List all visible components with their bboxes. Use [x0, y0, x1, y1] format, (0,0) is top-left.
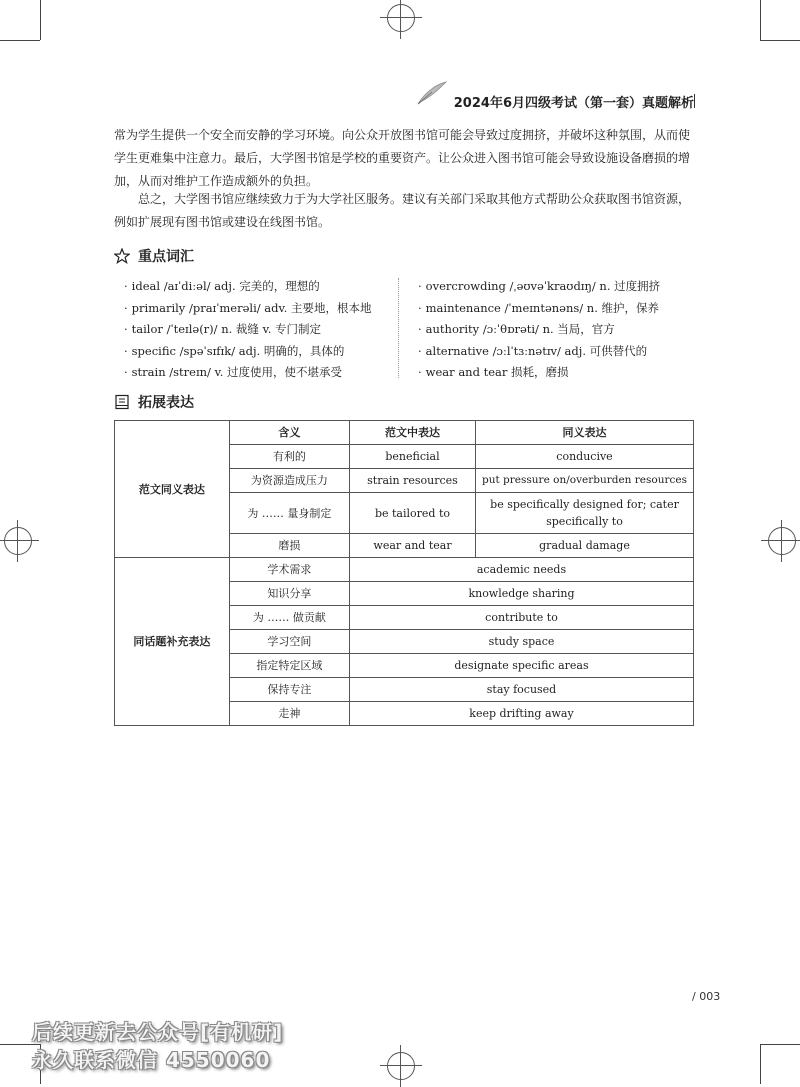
vocab-item: · wear and tear 损耗，磨损: [418, 365, 569, 379]
crop-mark: [0, 40, 40, 41]
table-cell: be specifically designed for; cater specifically to: [476, 493, 694, 534]
table-cell: be tailored to: [349, 493, 475, 534]
table-cell: contribute to: [349, 606, 693, 630]
table-cell: beneficial: [349, 445, 475, 469]
page-number: / 003: [692, 990, 721, 1003]
quill-icon: [414, 80, 448, 106]
table-cell: strain resources: [349, 469, 475, 493]
vocab-item: · strain /streɪn/ v. 过度使用，使不堪承受: [124, 365, 343, 379]
table-cell: conducive: [476, 445, 694, 469]
expansion-table: [114, 420, 694, 726]
table-cell: put pressure on/overburden resources: [476, 469, 694, 493]
vocab-section-title: [114, 246, 194, 266]
table-cell: designate specific areas: [349, 654, 693, 678]
table-cell: knowledge sharing: [349, 582, 693, 606]
crop-mark: [760, 40, 800, 41]
table-cell: 学术需求: [229, 558, 349, 582]
vocab-list-right: [418, 276, 660, 384]
vocab-list-left: [124, 276, 371, 384]
vocab-item: · maintenance /ˈmeɪntənəns/ n. 维护，保养: [418, 300, 660, 315]
vocab-item: · ideal /aɪˈdiːəl/ adj. 完美的，理想的: [124, 279, 320, 293]
vocab-item: · specific /spəˈsɪfɪk/ adj. 明确的，具体的: [124, 343, 345, 358]
table-cell: 为 …… 量身制定: [229, 493, 349, 534]
running-header: 2024年6月四级考试（第一套）真题解析: [453, 96, 694, 111]
table-cell: academic needs: [349, 558, 693, 582]
table-header: 范文中表达: [349, 421, 475, 445]
vocab-item: · tailor /ˈteɪlə(r)/ n. 裁缝 v. 专门制定: [124, 322, 322, 336]
crop-mark: [760, 1044, 761, 1084]
table-cell: wear and tear: [349, 534, 475, 558]
table-cell: 有利的: [229, 445, 349, 469]
registration-mark: [4, 527, 32, 555]
crop-mark: [760, 1044, 800, 1045]
vocab-item: · authority /ɔːˈθɒrəti/ n. 当局，官方: [418, 322, 615, 336]
table-cell: stay focused: [349, 678, 693, 702]
registration-mark: [387, 1052, 415, 1080]
table-cell: 知识分享: [229, 582, 349, 606]
vocab-divider: [398, 278, 399, 378]
header-divider: [694, 94, 695, 108]
table-cell: 学习空间: [229, 630, 349, 654]
registration-mark: [768, 527, 796, 555]
table-cell: study space: [349, 630, 693, 654]
book-icon: [114, 394, 130, 410]
star-icon: [114, 248, 130, 264]
group-label: 同话题补充表达: [115, 558, 230, 726]
table-cell: 磨损: [229, 534, 349, 558]
registration-mark: [387, 4, 415, 32]
conclusion-paragraph: 总之，大学图书馆应继续致力于为大学社区服务。建议有关部门采取其他方式帮助公众获取图书馆资源，例如扩展现有图书馆或建设在线图书馆。: [114, 192, 691, 229]
table-header: 含义: [229, 421, 349, 445]
body-paragraph: 常为学生提供一个安全而安静的学习环境。向公众开放图书馆可能会导致过度拥挤，并破坏这种氛围，从而使学生更难集中注意力。最后，大学图书馆是学校的重要资产。让公众进入图书馆可能会导致设施设备磨损的增加，从而对维护工作造成额外的负担。: [114, 128, 691, 188]
table-row: [115, 558, 694, 582]
table-cell: keep drifting away: [349, 702, 693, 726]
table-cell: 走神: [229, 702, 349, 726]
watermark-line: 后续更新去公众号[有机研]: [32, 1020, 284, 1044]
crop-mark: [760, 0, 761, 40]
expansion-title-text: 拓展表达: [138, 395, 194, 411]
crop-mark: [40, 0, 41, 40]
table-cell: 为资源造成压力: [229, 469, 349, 493]
table-cell: 保持专注: [229, 678, 349, 702]
vocab-item: · alternative /ɔːlˈtɜːnətɪv/ adj. 可供替代的: [418, 343, 648, 358]
table-row: [115, 421, 694, 445]
table-cell: 指定特定区域: [229, 654, 349, 678]
vocab-item: · overcrowding /ˌəʊvəˈkraʊdɪŋ/ n. 过度拥挤: [418, 279, 661, 293]
group-label: 范文同义表达: [115, 421, 230, 558]
expansion-section-title: [114, 392, 194, 412]
table-cell: gradual damage: [476, 534, 694, 558]
vocab-item: · primarily /praɪˈmerəli/ adv. 主要地，根本地: [124, 300, 372, 315]
table-header: 同义表达: [476, 421, 694, 445]
vocab-title-text: 重点词汇: [138, 249, 194, 265]
watermark-line: 永久联系微信 4550060: [32, 1048, 271, 1072]
table-cell: 为 …… 做贡献: [229, 606, 349, 630]
